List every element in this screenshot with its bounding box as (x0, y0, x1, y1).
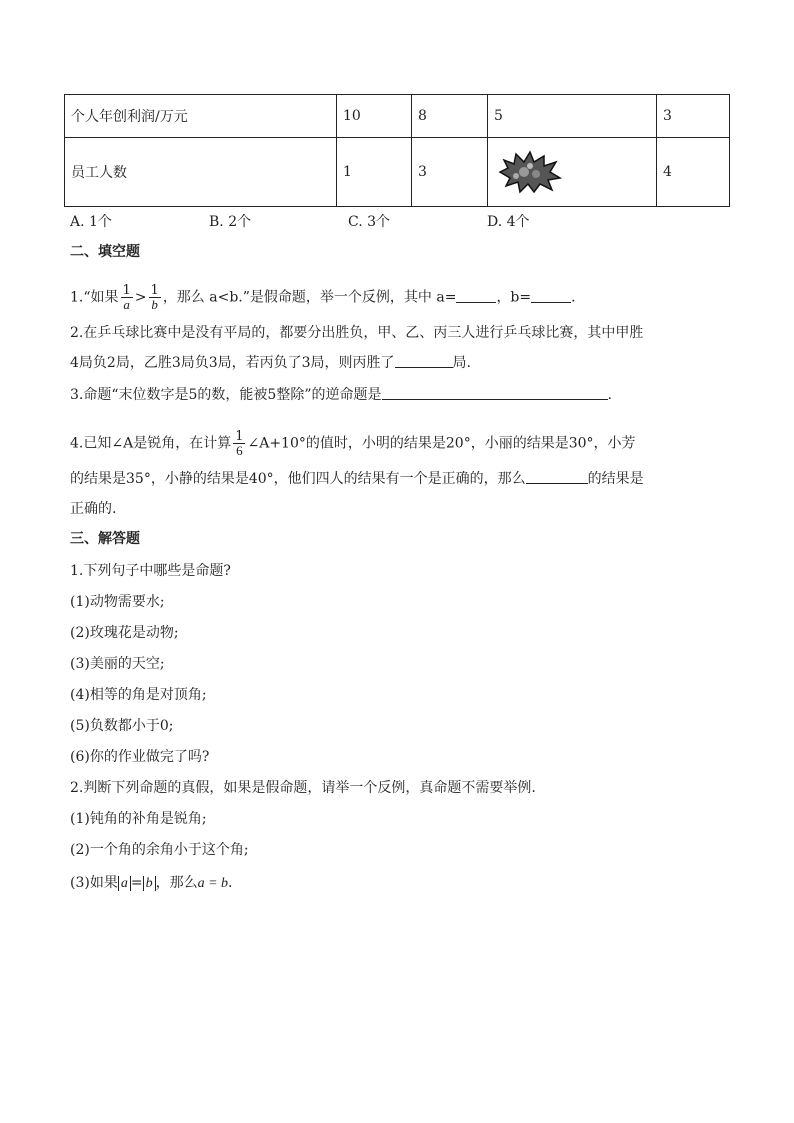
option-c: C. 3个 (348, 214, 391, 230)
answer-blank (526, 469, 588, 484)
list-item: (5)负数都小于0; (70, 718, 174, 734)
question-answer-1-title: 1.下列句子中哪些是命题? (70, 563, 231, 579)
table-cell: 3 (657, 95, 730, 138)
absolute-value: a (118, 876, 131, 891)
question-fill-2-line2: 4局负2局，乙胜3局负3局，若丙负了3局，则丙胜了 局. (70, 355, 471, 371)
list-item: (1)钝角的补角是锐角; (70, 811, 207, 827)
table-cell: 员工人数 (65, 138, 337, 207)
question-fill-2-line1: 2.在乒乓球比赛中是没有平局的，都要分出胜负，甲、乙、丙三人进行乒乓球比赛，其中甲胜 (70, 325, 644, 341)
list-item: (3)如果 a = b ，那么a = b. (70, 875, 233, 891)
answer-blank (395, 353, 453, 368)
table-row (65, 138, 730, 207)
option-b: B. 2个 (209, 214, 252, 230)
fraction: $\frac{1}{a}$ (122, 283, 131, 312)
question-answer-2-title: 2.判断下列命题的真假，如果是假命题，请举一个反例，真命题不需要举例. (70, 780, 536, 796)
list-item: (1)动物需要水; (70, 594, 165, 610)
question-fill-1: 1.“如果 $\frac{1}{a}$ > $\frac{1}{b}$ ，那么 a<b.”是假命题，举一个反例，其中 a= ，b= . (70, 283, 576, 312)
answer-blank (382, 385, 608, 400)
list-item: (4)相等的角是对顶角; (70, 687, 207, 703)
section-heading-fill-blank: 二、填空题 (70, 244, 140, 260)
table-cell: 5 (488, 95, 657, 138)
list-item: (2)玫瑰花是动物; (70, 625, 179, 641)
question-fill-4-line2: 的结果是35°，小静的结果是40°，他们四人的结果有一个是正确的，那么 的结果是 (70, 471, 644, 487)
section-heading-answer: 三、解答题 (70, 531, 140, 547)
profit-table (64, 94, 730, 207)
list-item: (3)美丽的天空; (70, 656, 165, 672)
table-cell: 1 (337, 138, 412, 207)
table-row (65, 95, 730, 138)
list-item: (2)一个角的余角小于这个角; (70, 842, 249, 858)
option-a: A. 1个 (70, 214, 112, 230)
absolute-value: b (143, 876, 156, 891)
list-item: (6)你的作业做完了吗? (70, 749, 210, 765)
table-cell: 3 (412, 138, 488, 207)
table-cell: 10 (337, 95, 412, 138)
fraction: $\frac{1}{b}$ (150, 283, 159, 312)
question-fill-4-line1: 4.已知∠A是锐角，在计算 $\frac{1}{6}$ ∠A+10°的值时，小明的结果是20°，小丽的结果是30°，小芳 (70, 429, 636, 458)
question-fill-3: 3.命题“末位数字是5的数，能被5整除”的逆命题是 . (70, 387, 612, 403)
table-cell: 8 (412, 95, 488, 138)
option-d: D. 4个 (487, 214, 530, 230)
answer-blank (531, 288, 571, 303)
ink-blot-icon (494, 150, 564, 194)
table-cell: 4 (657, 138, 730, 207)
table-cell-stained (488, 138, 657, 207)
table-cell: 个人年创利润/万元 (65, 95, 337, 138)
fraction: $\frac{1}{6}$ (235, 429, 244, 458)
question-fill-4-line3: 正确的. (70, 501, 117, 517)
answer-blank (456, 288, 496, 303)
